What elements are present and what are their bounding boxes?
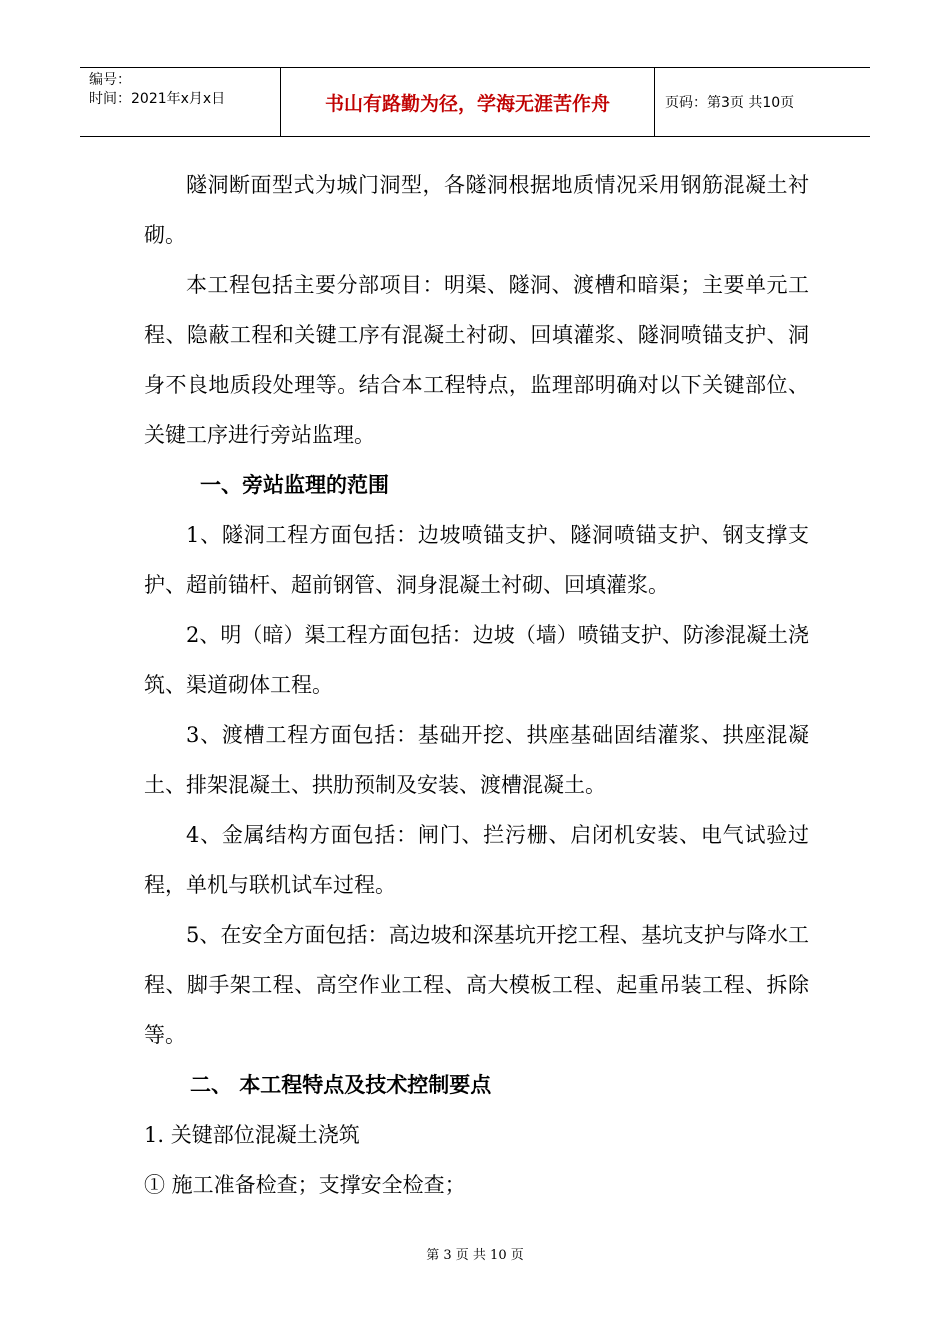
body-paragraph: 本工程包括主要分部项目：明渠、隧洞、渡槽和暗渠；主要单元工程、隐蔽工程和关键工序有混凝土衬砌、回填灌浆、隧洞喷锚支护、洞身不良地质段处理等。结合本工程特点，监理部明确对以下关键部位、关键工序进行旁站监理。 (144, 273, 809, 447)
page-footer: 第 3 页 共 10 页 (426, 1248, 524, 1263)
document-body (144, 160, 809, 1210)
motto-text: 书山有路勤为径，学海无涯苦作舟 (281, 68, 655, 136)
list-item: 3、渡槽工程方面包括：基础开挖、拱座基础固结灌浆、拱座混凝土、排架混凝土、拱肋预制及安装、渡槽混凝土。 (144, 723, 809, 797)
list-item: 4、金属结构方面包括：闸门、拦污栅、启闭机安装、电气试验过程，单机与联机试车过程。 (144, 823, 809, 897)
list-item: 1、隧洞工程方面包括：边坡喷锚支护、隧洞喷锚支护、钢支撑支护、超前锚杆、超前钢管、洞身混凝土衬砌、回填灌浆。 (144, 523, 809, 597)
subsection-heading: 1. 关键部位混凝土浇筑 (144, 1123, 360, 1147)
list-item: ① 施工准备检查；支撑安全检查； (144, 1173, 466, 1197)
number-label: 编号： (89, 72, 131, 88)
page-number-label: 页码：第3页 共10页 (665, 95, 795, 111)
document-header (80, 67, 870, 137)
list-item: 2、明（暗）渠工程方面包括：边坡（墙）喷锚支护、防渗混凝土浇筑、渠道砌体工程。 (144, 623, 809, 697)
time-label: 时间：2021年x月x日 (89, 91, 226, 107)
section-heading: 一、旁站监理的范围 (200, 473, 389, 497)
list-item: 5、在安全方面包括：高边坡和深基坑开挖工程、基坑支护与降水工程、脚手架工程、高空作业工程、高大模板工程、起重吊装工程、拆除等。 (144, 923, 809, 1047)
header-left-cell (80, 68, 281, 136)
section-heading: 二、 本工程特点及技术控制要点 (190, 1073, 492, 1097)
body-paragraph: 隧洞断面型式为城门洞型，各隧洞根据地质情况采用钢筋混凝土衬砌。 (144, 173, 809, 247)
